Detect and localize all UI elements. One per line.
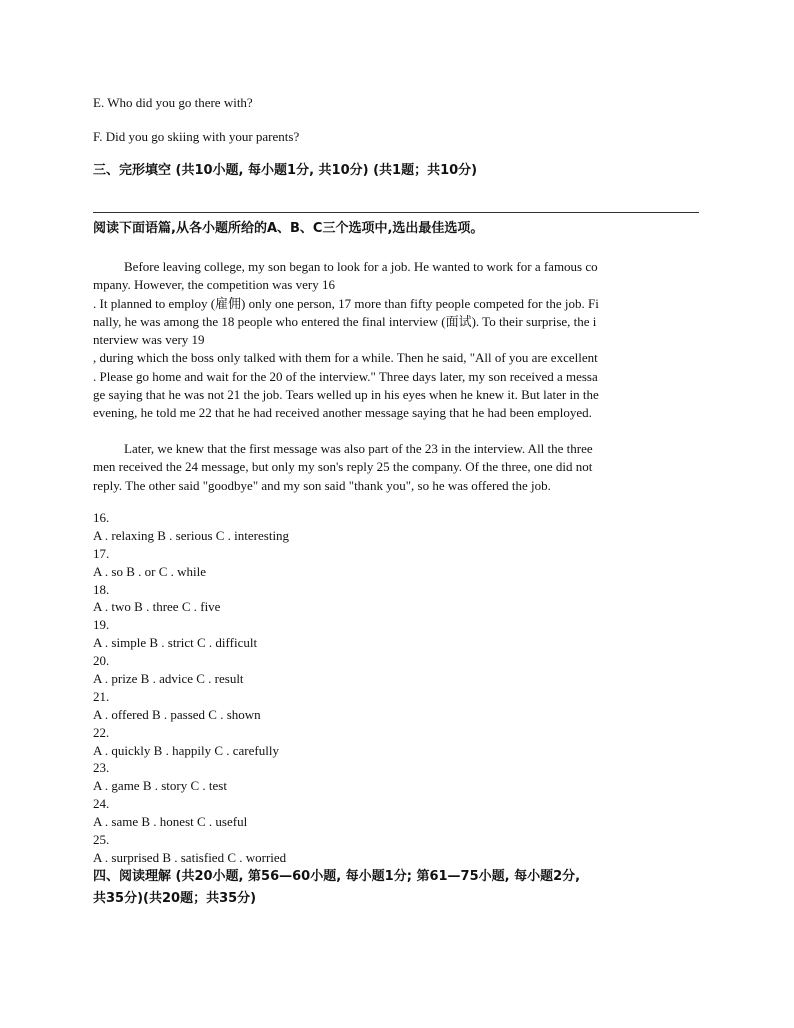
question-number: 22. — [93, 724, 110, 740]
question-options: A . quickly B . happily C . carefully — [93, 742, 279, 758]
question-options: A . relaxing B . serious C . interesting — [93, 527, 290, 543]
question-options: A . offered B . passed C . shown — [93, 706, 261, 722]
passage-line: nterview was very 19 — [93, 332, 205, 348]
question-options: A . game B . story C . test — [93, 778, 227, 794]
question-number: 21. — [93, 688, 110, 704]
option-e: E. Who did you go there with? — [93, 95, 253, 110]
passage-line: Before leaving college, my son began to look for a job. He wanted to work for a famous co — [124, 259, 598, 274]
passage-line: nally, he was among the 18 people who entered the final interview (面试). To their surprise, the i — [93, 313, 597, 329]
passage-line: Later, we knew that the first message was also part of the 23 in the interview. All the three — [124, 441, 593, 456]
passage-line: , during which the boss only talked with them for a while. Then he said, "All of you are excellent — [93, 350, 598, 366]
question-options: A . so B . or C . while — [93, 563, 207, 579]
question-options: A . simple B . strict C . difficult — [93, 635, 258, 651]
question-number: 20. — [93, 653, 110, 669]
question-options: A . same B . honest C . useful — [93, 814, 248, 830]
passage-line: ge saying that he was not 21 the job. Tears welled up in his eyes when he knew it. But later in the — [93, 387, 599, 403]
passage-line: mpany. However, the competition was very 16 — [93, 277, 335, 293]
question-options: A . two B . three C . five — [93, 599, 221, 615]
question-number: 18. — [93, 581, 110, 597]
question-options: A . surprised B . satisfied C . worried — [93, 849, 287, 865]
passage-line: men received the 24 message, but only my son's reply 25 the company. Of the three, one did not — [93, 459, 593, 475]
option-f: F. Did you go skiing with your parents? — [93, 129, 300, 144]
question-list — [93, 509, 289, 867]
passage-line: reply. The other said "goodbye" and my son said "thank you", so he was offered the job. — [93, 477, 551, 493]
passage-line: evening, he told me 22 that he had received another message saying that he had been employed. — [93, 405, 592, 421]
question-number: 16. — [93, 510, 110, 525]
question-number: 17. — [93, 545, 110, 561]
question-options: A . prize B . advice C . result — [93, 671, 244, 687]
question-number: 25. — [93, 832, 110, 848]
passage-line: . It planned to employ (雇佣) only one person, 17 more than fifty people competed for the job. Fi — [93, 295, 599, 311]
section3-instruction: 阅读下面语篇,从各小题所给的A、B、C三个选项中,选出最佳选项。 — [93, 221, 484, 236]
section3-heading: 三、完形填空 (共10小题, 每小题1分, 共10分) (共1题；共10分) — [93, 163, 478, 178]
section4-heading-line1: 四、阅读理解 (共20小题, 第56—60小题, 每小题1分; 第61—75小题, 每小题2分, — [93, 869, 581, 884]
passage-paragraph-1 — [93, 258, 699, 423]
section4-heading-line2: 共35分)(共20题；共35分) — [93, 891, 257, 906]
section-divider — [93, 212, 699, 213]
question-number: 19. — [93, 617, 110, 633]
question-number: 24. — [93, 796, 110, 812]
passage-paragraph-2 — [93, 440, 699, 495]
passage-line: . Please go home and wait for the 20 of the interview." Three days later, my son received a messa — [93, 368, 598, 384]
question-number: 23. — [93, 760, 110, 776]
